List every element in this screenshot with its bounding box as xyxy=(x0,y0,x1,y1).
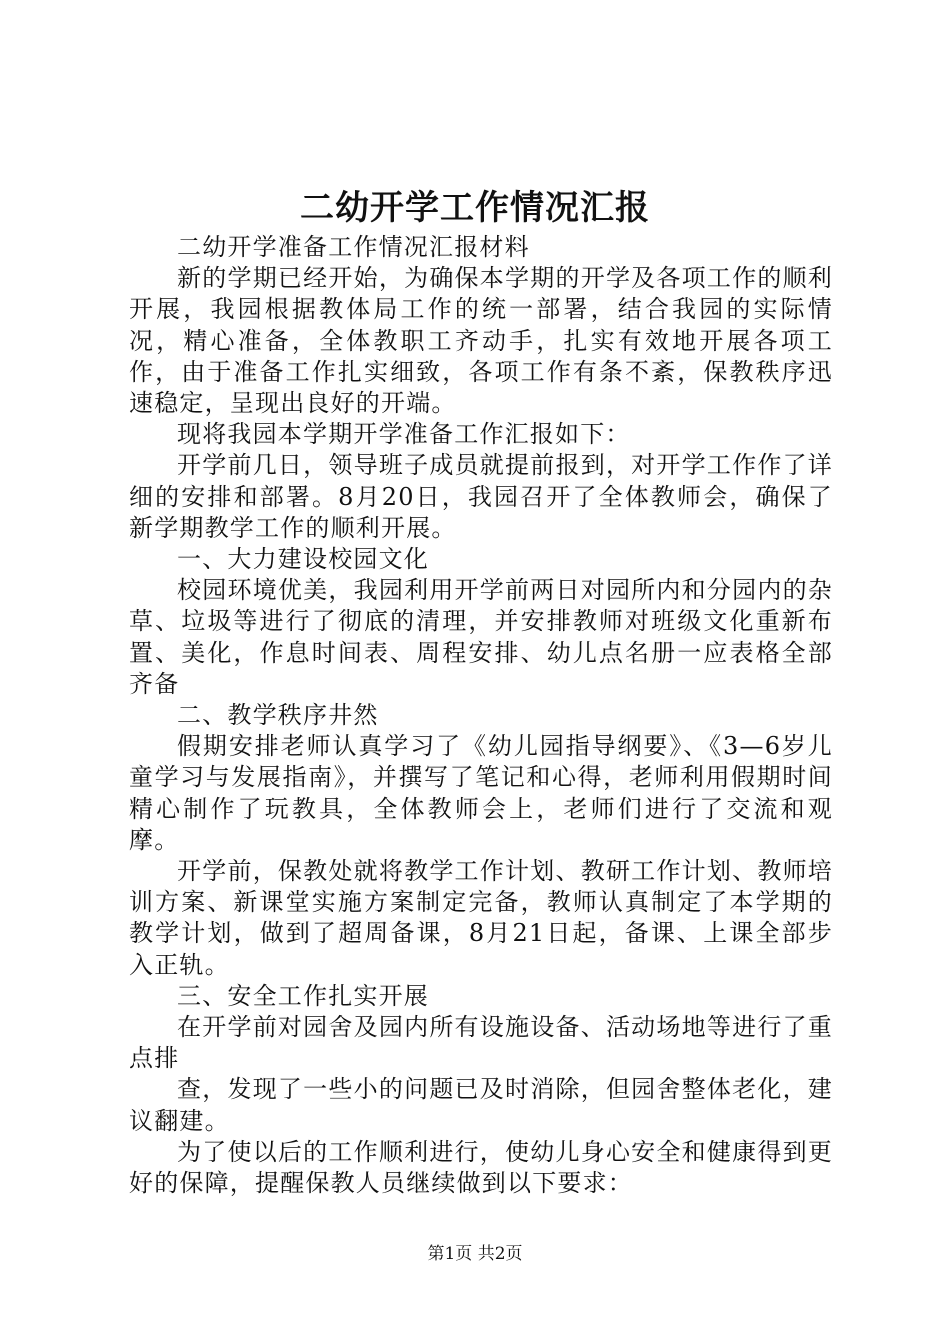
paragraph: 假期安排老师认真学习了《幼儿园指导纲要》、《3—6岁儿童学习与发展指南》，并撰写了笔记和心得，老师利用假期时间精心制作了玩教具，全体教师会上，老师们进行了交流和观摩。 xyxy=(129,732,833,854)
paragraph: 查，发现了一些小的问题已及时消除，但园舍整体老化，建议翻建。 xyxy=(129,1075,833,1135)
section-heading: 一、大力建设校园文化 xyxy=(177,545,429,574)
page-footer: 第1页 共2页 xyxy=(427,1244,523,1264)
section-heading: 二、教学秩序井然 xyxy=(177,701,379,730)
section-heading: 三、安全工作扎实开展 xyxy=(177,981,429,1010)
paragraph: 为了使以后的工作顺利进行，使幼儿身心安全和健康得到更好的保障，提醒保教人员继续做到以下要求： xyxy=(129,1137,833,1198)
paragraph: 新的学期已经开始，为确保本学期的开学及各项工作的顺利开展，我园根据教体局工作的统一部署，结合我园的实际情况，精心准备，全体教职工齐动手，扎实有效地开展各项工作，由于准备工作扎实细致，各项工作有条不紊，保教秩序迅速稳定，呈现出良好的开端。 xyxy=(129,264,833,418)
document-body xyxy=(129,232,833,1199)
paragraph: 开学前几日，领导班子成员就提前报到，对开学工作作了详细的安排和部署。8月20日，我园召开了全体教师会，确保了新学期教学工作的顺利开展。 xyxy=(129,451,833,542)
paragraph: 校园环境优美，我园利用开学前两日对园所内和分园内的杂草、垃圾等进行了彻底的清理，并安排教师对班级文化重新布置、美化，作息时间表、周程安排、幼儿点名册一应表格全部齐备 xyxy=(129,576,833,698)
paragraph: 现将我园本学期开学准备工作汇报如下： xyxy=(177,420,631,449)
paragraph: 二幼开学准备工作情况汇报材料 xyxy=(177,233,530,261)
paragraph: 在开学前对园舍及园内所有设施设备、活动场地等进行了重点排 xyxy=(129,1013,833,1073)
paragraph: 开学前，保教处就将教学工作计划、教研工作计划、教师培训方案、新课堂实施方案制定完备，教师认真制定了本学期的教学计划，做到了超周备课，8月21日起，备课、上课全部步入正轨。 xyxy=(129,857,833,979)
document-title: 二幼开学工作情况汇报 xyxy=(300,188,650,228)
